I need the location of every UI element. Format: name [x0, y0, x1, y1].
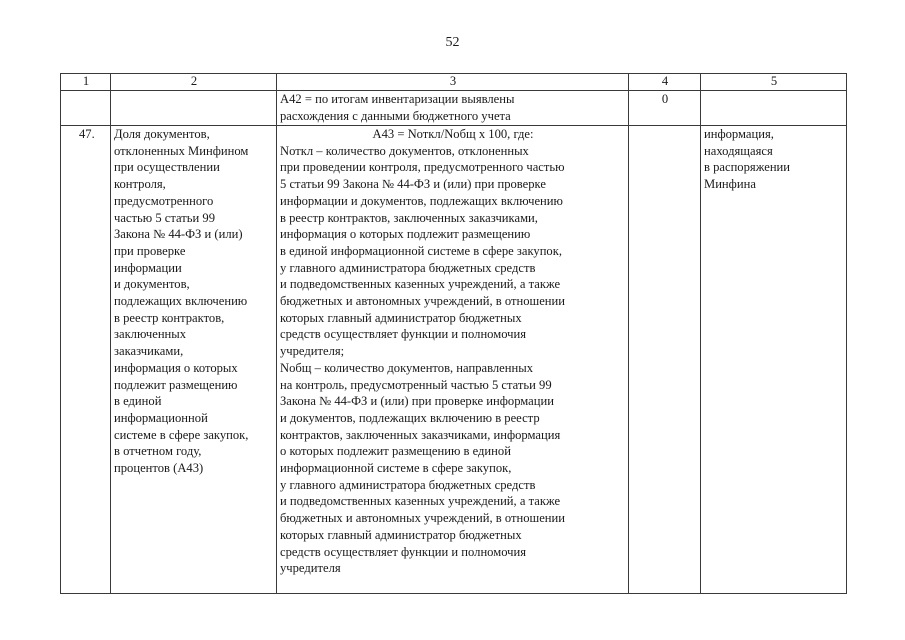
- method-line: которых главный администратор бюджетных: [280, 527, 522, 542]
- indicator-name-line: частью 5 статьи 99: [114, 210, 216, 225]
- method-line: и документов, подлежащих включению в реестр: [280, 410, 540, 425]
- method-line: в единой информационной системе в сфере закупок,: [280, 243, 562, 258]
- method-line: в реестр контрактов, заключенных заказчиками,: [280, 210, 538, 225]
- indicator-name-line: информация о которых: [114, 360, 238, 375]
- page-number: 52: [445, 35, 460, 50]
- method-line: 5 статьи 99 Закона № 44-ФЗ и (или) при проверке: [280, 177, 546, 192]
- indicator-table: [60, 73, 847, 594]
- method-line: информационной системе в сфере закупок,: [280, 461, 512, 476]
- indicator-name: [111, 126, 277, 594]
- indicator-name-line: подлежащих включению: [114, 294, 248, 309]
- method-line: при проведении контроля, предусмотренного частью: [280, 160, 565, 175]
- indicator-name-line: при проверке: [114, 243, 186, 258]
- indicator-name-line: в реестр контрактов,: [114, 310, 225, 325]
- header-col-5: 5: [701, 74, 847, 91]
- indicator-name-line: заключенных: [114, 327, 187, 342]
- indicator-name-line: информации: [114, 260, 182, 275]
- prev-row-value: 0: [629, 91, 701, 126]
- indicator-name-line: подлежит размещению: [114, 377, 238, 392]
- prev-row-col-2: [111, 91, 277, 126]
- method-line: Nоткл – количество документов, отклоненных: [280, 143, 529, 158]
- data-source-line: информация,: [704, 127, 774, 141]
- method-line: о которых подлежит размещению в единой: [280, 444, 511, 459]
- row-47-col-4: [629, 126, 701, 594]
- data-source: [701, 126, 847, 594]
- definition-line: расхождения с данными бюджетного учета: [280, 108, 511, 123]
- indicator-name-line: заказчиками,: [114, 344, 184, 359]
- indicator-name-line: информационной: [114, 410, 208, 425]
- method-line: и подведомственных казенных учреждений, а также: [280, 277, 561, 292]
- method-line: Закона № 44-ФЗ и (или) при проверке информации: [280, 394, 554, 409]
- table-header-row: [61, 74, 847, 91]
- indicator-name-line: процентов (А43): [114, 461, 204, 476]
- data-source-line: находящаяся: [704, 143, 773, 158]
- indicator-name-line: отклоненных Минфином: [114, 143, 249, 158]
- indicator-name-line: в единой: [114, 394, 162, 409]
- indicator-name-line: при осуществлении: [114, 160, 220, 175]
- prev-row-definition: [277, 91, 629, 126]
- indicator-name-line: системе в сфере закупок,: [114, 427, 249, 442]
- method-line: контрактов, заключенных заказчиками, информация: [280, 427, 561, 442]
- indicator-name-line: предусмотренного: [114, 193, 214, 208]
- indicator-method: [277, 126, 629, 594]
- indicator-name-line: Доля документов,: [114, 127, 210, 141]
- definition-line: А42 = по итогам инвентаризации выявлены: [280, 92, 515, 106]
- indicator-name-line: и документов,: [114, 277, 190, 292]
- method-line: учредителя: [280, 561, 341, 576]
- header-col-1: 1: [61, 74, 111, 91]
- method-line: информация о которых подлежит размещению: [280, 227, 531, 242]
- data-source-line: в распоряжении: [704, 160, 791, 175]
- header-col-4: 4: [629, 74, 701, 91]
- prev-row-col-1: [61, 91, 111, 126]
- row-number: 47.: [61, 126, 111, 594]
- method-line: бюджетных и автономных учреждений, в отношении: [280, 294, 566, 309]
- method-line: учредителя;: [280, 344, 345, 359]
- method-line: информации и документов, подлежащих включению: [280, 193, 563, 208]
- indicator-name-line: в отчетном году,: [114, 444, 202, 459]
- data-source-line: Минфина: [704, 177, 756, 192]
- header-col-3: 3: [277, 74, 629, 91]
- indicator-name-line: контроля,: [114, 177, 166, 192]
- method-line: средств осуществляет функции и полномочия: [280, 327, 527, 342]
- table-row-47: [61, 126, 847, 594]
- prev-row-col-5: [701, 91, 847, 126]
- method-line: средств осуществляет функции и полномочия: [280, 544, 527, 559]
- method-line: и подведомственных казенных учреждений, а также: [280, 494, 561, 509]
- method-line: которых главный администратор бюджетных: [280, 310, 522, 325]
- method-line: бюджетных и автономных учреждений, в отношении: [280, 511, 566, 526]
- formula: А43 = Nоткл/Nобщ x 100, где:: [372, 127, 534, 141]
- method-line: у главного администратора бюджетных средств: [280, 260, 536, 275]
- header-col-2: 2: [111, 74, 277, 91]
- table-row-continued: [61, 91, 847, 126]
- method-line: Nобщ – количество документов, направленных: [280, 360, 533, 375]
- indicator-name-line: Закона № 44-ФЗ и (или): [114, 227, 243, 242]
- method-line: на контроль, предусмотренный частью 5 статьи 99: [280, 377, 552, 392]
- method-line: у главного администратора бюджетных средств: [280, 477, 536, 492]
